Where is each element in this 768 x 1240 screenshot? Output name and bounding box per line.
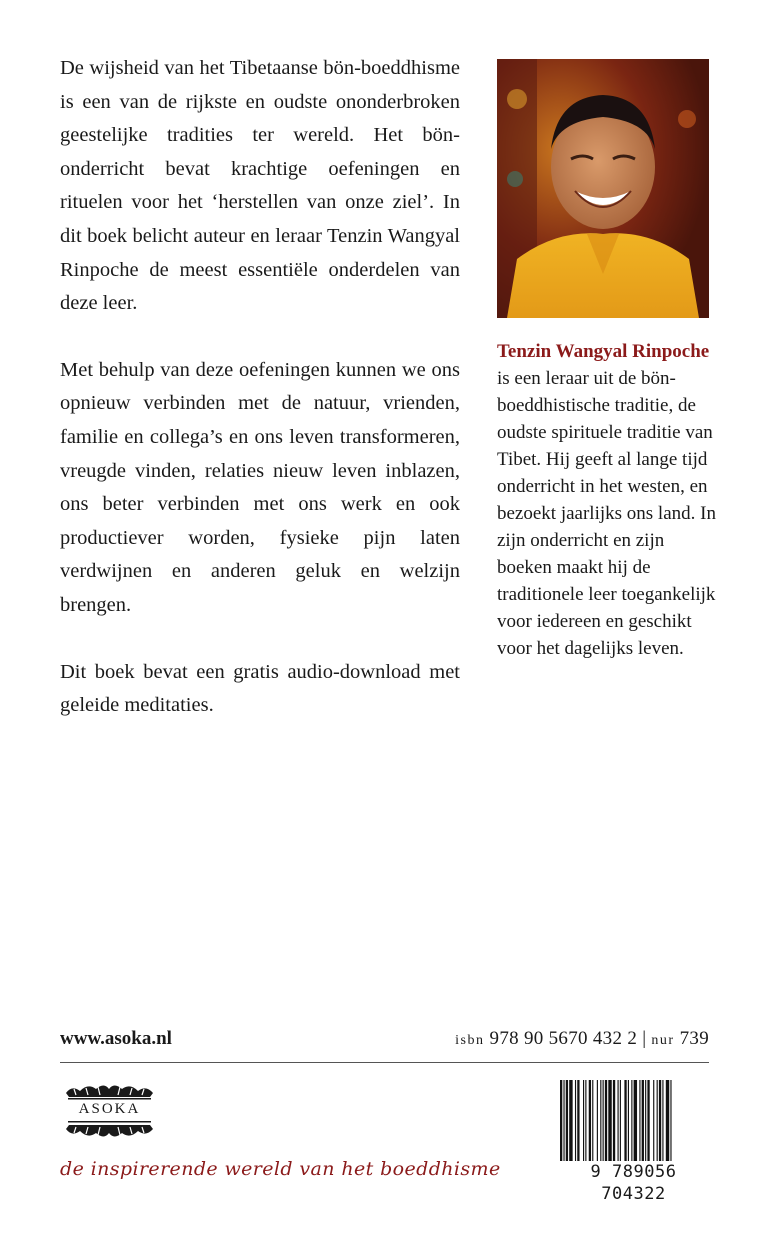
author-name: Tenzin Wangyal Rinpoche xyxy=(497,341,710,362)
nur-label: nur xyxy=(651,1033,675,1048)
publisher-website-link[interactable]: www.asoka.nl xyxy=(60,1028,172,1049)
barcode-bar xyxy=(592,1080,593,1162)
barcode-bar xyxy=(585,1080,586,1162)
barcode-bar xyxy=(563,1080,564,1162)
barcode-bar xyxy=(583,1080,584,1162)
footer-info xyxy=(60,1024,709,1054)
author-bio-text: is een leraar uit de bön-boeddhistische traditie, de oudste spirituele traditie van Tibet. Hij geeft al lange tijd onderricht in het westen, en bezoekt jaarlijks ons land. In zijn onderricht en zijn boeken maakt hij de traditionele leer toegankelijk voor iedereen en geschikt voor het dagelijks leven. xyxy=(497,368,716,659)
barcode-bar xyxy=(670,1080,671,1162)
barcode-bar xyxy=(645,1080,646,1162)
asoka-logo xyxy=(62,1083,157,1141)
barcode-bar xyxy=(631,1080,632,1162)
barcode-bar xyxy=(569,1080,572,1162)
barcode-bar xyxy=(620,1080,621,1162)
description-paragraph-2: Met behulp van deze oefeningen kunnen we ons opnieuw verbinden met de natuur, vrienden, familie en collega’s en ons leven transformeren, vreugde vinden, relaties nieuw leven inblazen, ons beter verbinden met ons werk en ook productiever worden, fysieke pijn laten verdwijnen en anderen geluk en welzijn brengen. xyxy=(60,358,460,616)
barcode-bar xyxy=(662,1080,663,1162)
publisher-tagline: de inspirerende wereld van het boeddhisme xyxy=(60,1158,501,1180)
barcode-bar xyxy=(624,1080,626,1162)
author-photo xyxy=(497,59,709,318)
barcode-bar xyxy=(603,1080,604,1162)
isbn-line xyxy=(455,1024,709,1056)
barcode-bar xyxy=(628,1080,629,1162)
barcode-bar xyxy=(613,1080,615,1162)
separator: | xyxy=(642,1028,647,1049)
barcode-bar xyxy=(577,1080,579,1162)
barcode-bar xyxy=(666,1080,669,1162)
barcode-bar xyxy=(634,1080,637,1162)
barcode-bar xyxy=(608,1080,611,1162)
barcode-bar xyxy=(647,1080,649,1162)
isbn-number: 978 90 5670 432 2 xyxy=(489,1028,638,1049)
barcode-bar xyxy=(605,1080,607,1162)
barcode-bar xyxy=(639,1080,640,1162)
footer-divider xyxy=(60,1062,709,1063)
barcode-bar xyxy=(600,1080,601,1162)
barcode-bar xyxy=(560,1080,562,1162)
barcode-bar xyxy=(657,1080,658,1162)
barcode-bar xyxy=(659,1080,661,1162)
nur-number: 739 xyxy=(679,1028,709,1049)
author-bio xyxy=(497,338,723,662)
barcode-bar xyxy=(642,1080,644,1162)
barcode-bar xyxy=(589,1080,591,1162)
isbn-label: isbn xyxy=(455,1033,485,1048)
description-paragraph-1: De wijsheid van het Tibetaanse bön-boeddhisme is een van de rijkste en oudste ononderbroken geestelijke tradities ter wereld. Het bön-onderricht bevat krachtige oefeningen en rituelen voor het ‘herstellen van onze ziel’. In dit boek belicht auteur en leraar Tenzin Wangyal Rinpoche de meest essentiële onderdelen van deze leer. xyxy=(60,57,460,315)
barcode-bar xyxy=(575,1080,576,1162)
barcode-bar xyxy=(566,1080,568,1162)
barcode-bar xyxy=(597,1080,598,1162)
description-paragraph-3: Dit boek bevat een gratis audio-download met geleide meditaties. xyxy=(60,660,460,717)
barcode-bar xyxy=(618,1080,619,1162)
barcode-bar xyxy=(653,1080,654,1162)
logo-wordmark: ASOKA xyxy=(78,1101,141,1117)
back-cover-description xyxy=(60,52,460,756)
barcode-digits: 9 789056 704322 xyxy=(558,1161,709,1205)
